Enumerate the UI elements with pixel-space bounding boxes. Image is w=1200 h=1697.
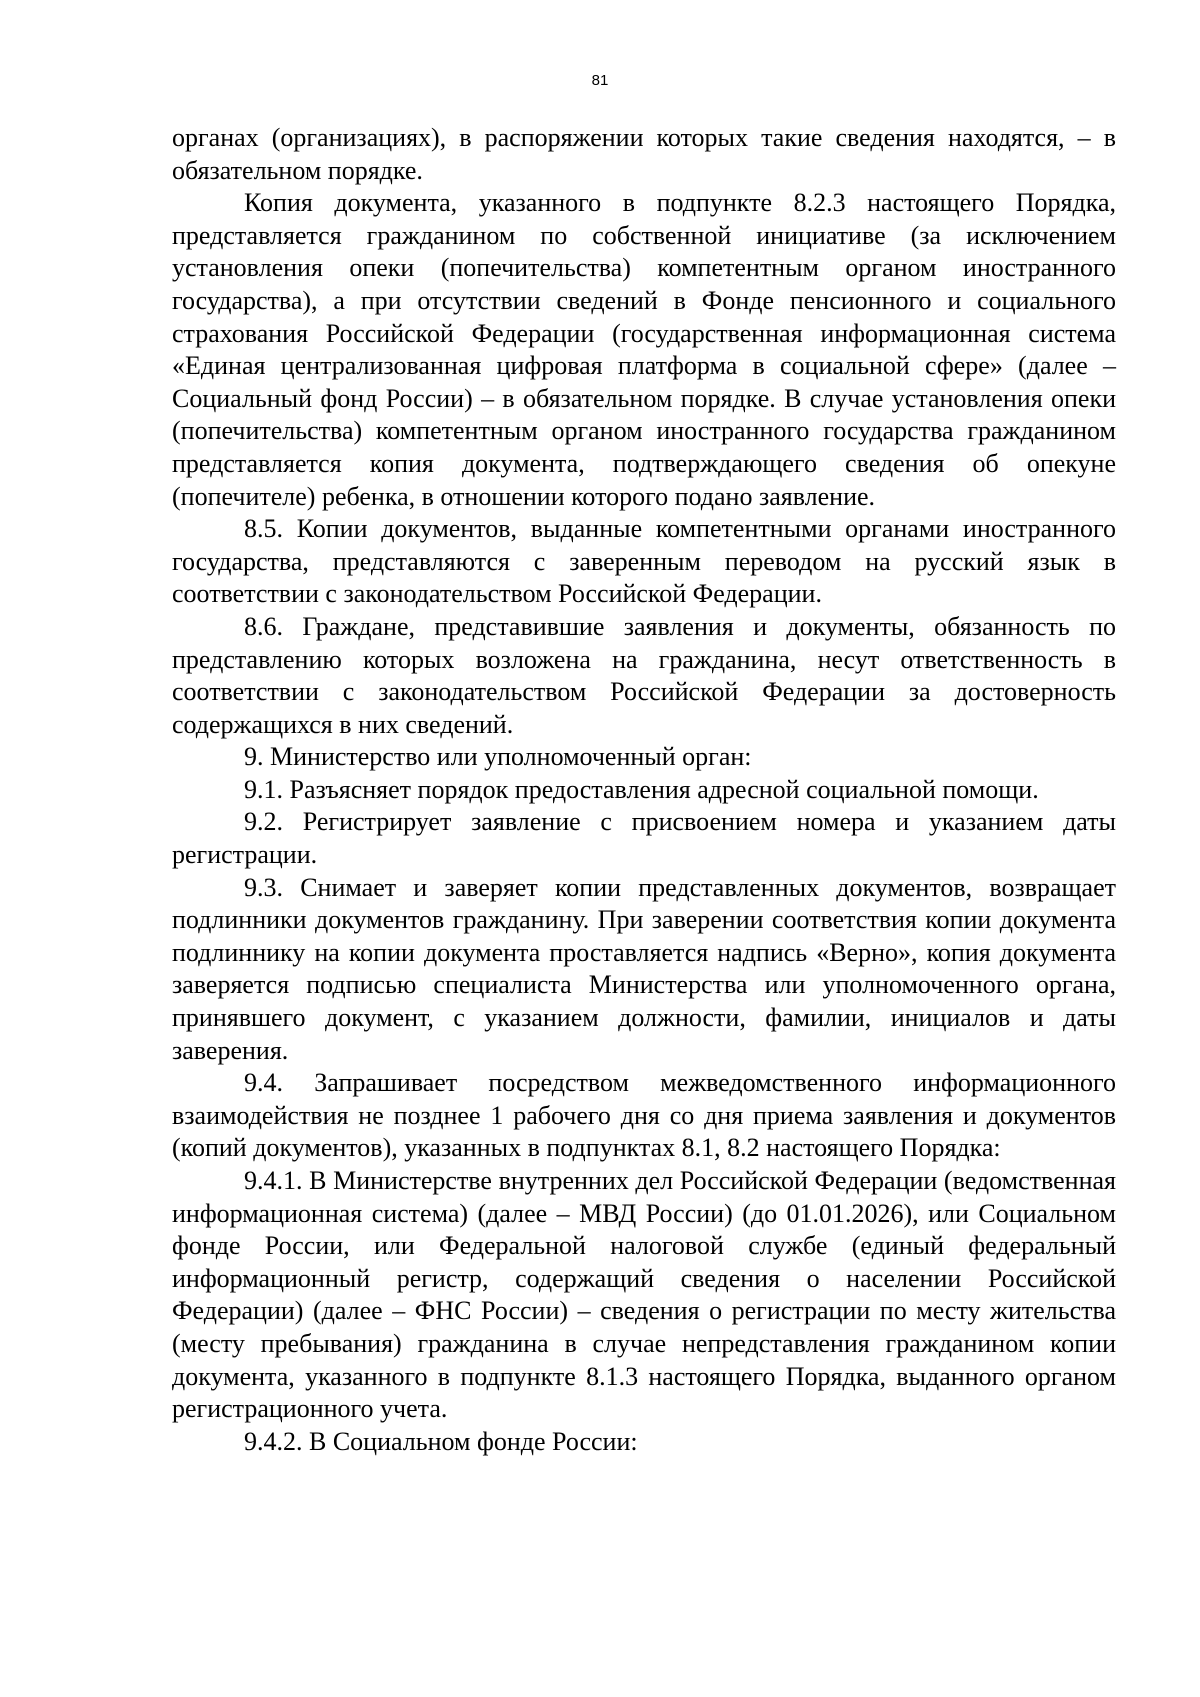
- paragraph-9-2: 9.2. Регистрирует заявление с присвоением номера и указанием даты регистрации.: [172, 807, 1116, 870]
- paragraph-9-4-1: 9.4.1. В Министерстве внутренних дел Российской Федерации (ведомственная информационная система) (далее – МВД России) (до 01.01.2026), или Социальном фонде России, или Федеральной налоговой службе (единый федеральный информационный регистр, содержащий сведения о населении Российской Федерации) (далее – ФНС России) – сведения о регистрации по месту жительства (месту пребывания) гражданина в случае непредставления гражданином копии документа, указанного в подпункте 8.1.3 настоящего Порядка, выданного органом регистрационного учета.: [172, 1166, 1116, 1424]
- paragraph-9-3: 9.3. Снимает и заверяет копии представленных документов, возвращает подлинники документов гражданину. При заверении соответствия копии документа подлиннику на копии документа проставляется надпись «Верно», копия документа заверяется подписью специалиста Министерства или уполномоченного органа, принявшего документ, с указанием должности, фамилии, инициалов и даты заверения.: [172, 872, 1116, 1065]
- paragraph-continuation: органах (организациях), в распоряжении которых такие сведения находятся, – в обязательном порядке.: [172, 123, 1116, 185]
- paragraph-9: 9. Министерство или уполномоченный орган:: [244, 742, 752, 772]
- paragraph-copy-document: Копия документа, указанного в подпункте 8.2.3 настоящего Порядка, представляется гражданином по собственной инициативе (за исключением установления опеки (попечительства) компетентным органом иностранного государства), а при отсутствии сведений в Фонде пенсионного и социального страхования Российской Федерации (государственная информационная система «Единая централизованная цифровая платформа в социальной сфере» (далее – Социальный фонд России) – в обязательном порядке. В случае установления опеки (попечительства) компетентным органом иностранного государства гражданином представляется копия документа, подтверждающего сведения об опекуне (попечителе) ребенка, в отношении которого подано заявление.: [172, 188, 1116, 511]
- document-body: [172, 122, 1116, 1458]
- page-number: 81: [591, 72, 609, 89]
- paragraph-9-4-2: 9.4.2. В Социальном фонде России:: [244, 1426, 638, 1456]
- paragraph-8-6: 8.6. Граждане, представившие заявления и документы, обязанность по представлению которых возложена на гражданина, несут ответственность в соответствии с законодательством Российской Федерации за достоверность содержащихся в них сведений.: [172, 611, 1116, 739]
- paragraph-9-4: 9.4. Запрашивает посредством межведомственного информационного взаимодействия не позднее 1 рабочего дня со дня приема заявления и документов (копий документов), указанных в подпунктах 8.1, 8.2 настоящего Порядка:: [172, 1068, 1116, 1163]
- paragraph-9-1: 9.1. Разъясняет порядок предоставления адресной социальной помощи.: [244, 774, 1039, 804]
- paragraph-8-5: 8.5. Копии документов, выданные компетентными органами иностранного государства, представляются с заверенным переводом на русский язык в соответствии с законодательством Российской Федерации.: [172, 514, 1116, 609]
